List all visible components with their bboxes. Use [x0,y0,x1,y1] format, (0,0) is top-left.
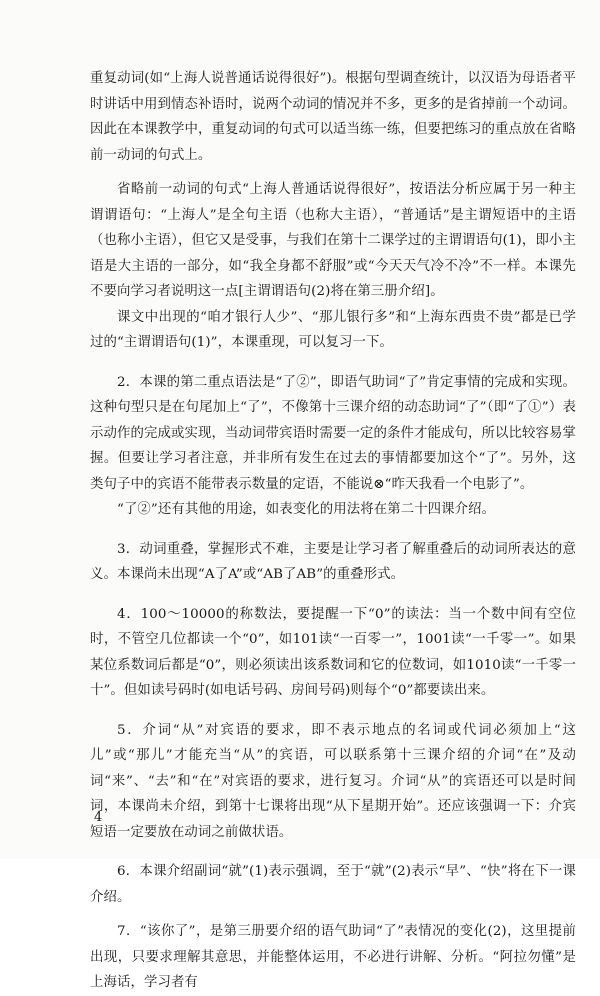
page-number: 4 [94,810,103,825]
paragraph-text-review: 课文中出现的“咱才银行人少”、“那儿银行多”和“上海东西贵不贵”都是已学过的“主谓谓语句(1)”，本课重现，可以复习一下。 [90,309,576,350]
paragraph-point-2: 2．本课的第二重点语法是“了②”，即语气助词“了”肯定事情的完成和实现。这种句型只是在句尾加上“了”，不像第十三课介绍的动态助词“了”（即“了①”）表示动作的完成或实现，当动词带宾语时需要一定的条件才能成句，所以比较容易掌握。但要让学习者注意，并非所有发生在过去的事情都要加这个“了”。另外，这类句子中的宾语不能带表示数量的定语，不能说⊗“昨天我看一个电影了”。 [90,374,576,492]
paragraph-point-4: 4．100～10000的称数法，要提醒一下“0”的读法：当一个数中间有空位时，不管空几位都读一个“0”，如101读“一百零一”，1001读“一千零一”。如果某位系数词后都是“0”，则必须读出该系数词和它的位数词，如1010读“一千零一十”。但如读号码时(如电话号码、房间号码)则每个“0”都要读出来。 [90,606,576,698]
paragraph-le-usage: “了②”还有其他的用途，如表变化的用法将在第二十四课介绍。 [117,502,496,517]
page-body [90,66,576,996]
paragraph-point-5: 5．介词“从”对宾语的要求，即不表示地点的名词或代词必须加上“这儿”或“那儿”才能充当“从”的宾语，可以联系第十三课介绍的介词“在”及动词“来”、“去”和“在”对宾语的要求，进行复习。介词“从”的宾语还可以是时间词，本课尚未介绍，到第十七课将出现“从下星期开始”。还应该强调一下：介宾短语一定要放在动词之前做状语。 [90,722,576,840]
paragraph-point-6: 6．本课介绍副词“就”(1)表示强调，至于“就”(2)表示“早”、“快”将在下一课介绍。 [90,864,576,905]
paragraph-omitted-verb: 省略前一动词的句式“上海人普通话说得很好”，按语法分析应属于另一种主谓谓语句：“上海人”是全句主语（也称大主语），“普通话”是主谓短语中的主语（也称小主语），但它又是受事，与我们在第十二课学过的主谓谓语句(1)，即小主语是大主语的一部分，如“我全身都不舒服”或“今天天气冷不冷”不一样。本课先不要向学习者说明这一点[主谓谓语句(2)将在第三册介绍]。 [90,182,576,299]
paragraph-repeated-verb: 重复动词(如“上海人说普通话说得很好”)。根据句型调查统计，以汉语为母语者平时讲话中用到情态补语时，说两个动词的情况并不多，更多的是省掉前一个动词。因此在本课教学中，重复动词的句式可以适当练一练，但要把练习的重点放在省略前一动词的句式上。 [90,71,576,163]
paragraph-point-3: 3．动词重叠，掌握形式不难，主要是让学习者了解重叠后的动词所表达的意义。本课尚未出现“A了A”或“AB了AB”的重叠形式。 [90,541,576,582]
paragraph-point-7: 7．“该你了”，是第三册要介绍的语气助词“了”表情况的变化(2)，这里提前出现，只要求理解其意思，并能整体运用，不必进行讲解、分析。“阿拉勿懂”是上海话，学习者有 [90,924,576,990]
